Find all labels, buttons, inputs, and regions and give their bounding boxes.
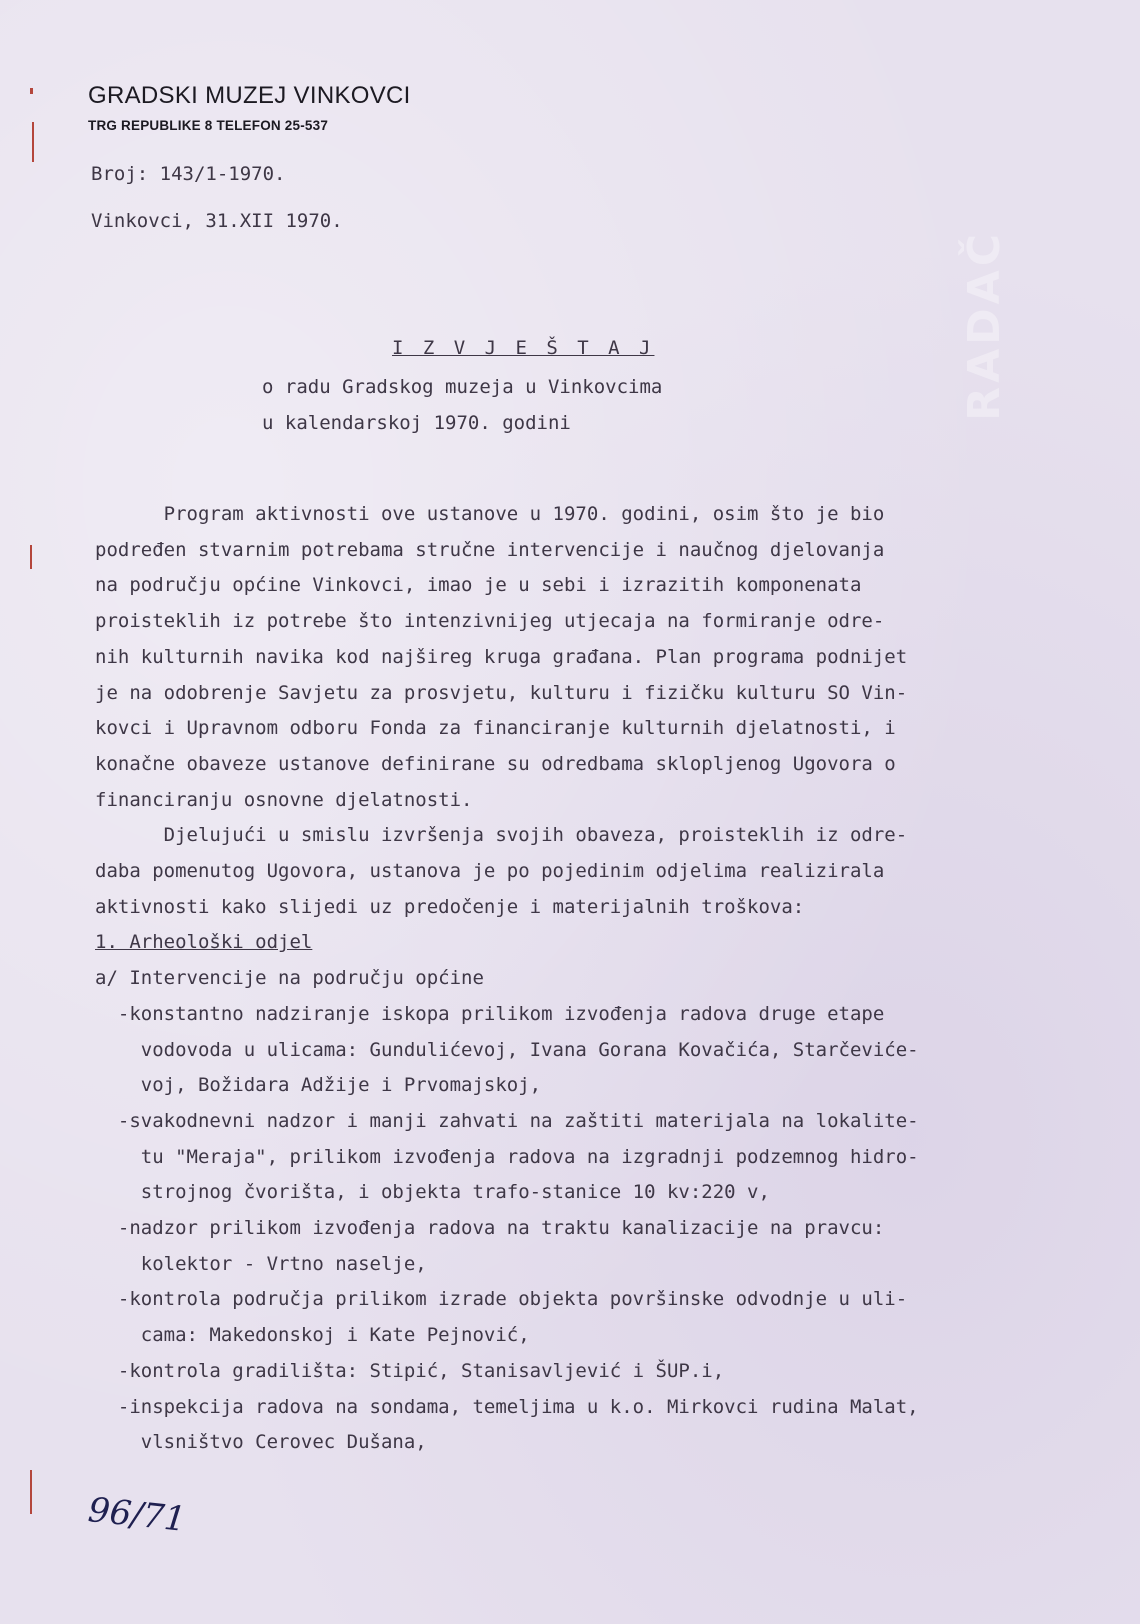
paragraph-line: aktivnosti kako slijedi uz predočenje i materijalnih troškova:: [95, 895, 805, 918]
list-item: vodovoda u ulicama: Gundulićevoj, Ivana Gorana Kovačića, Starčeviće-: [95, 1038, 919, 1061]
paragraph-line: podređen stvarnim potrebama stručne intervencije i naučnog djelovanja: [95, 538, 885, 561]
list-item: vlsništvo Cerovec Dušana,: [95, 1431, 427, 1454]
paragraph-line: Program aktivnosti ove ustanove u 1970. godini, osim što je bio: [95, 503, 885, 525]
handwritten-note: 96/71: [86, 1489, 188, 1541]
document-date: Vinkovci, 31.XII 1970.: [91, 210, 343, 232]
paragraph-line: na području općine Vinkovci, imao je u sebi i izrazitih komponenata: [95, 574, 862, 597]
list-item: tu "Meraja", prilikom izvođenja radova na izgradnji podzemnog hidro-: [95, 1145, 919, 1168]
list-item: strojnog čvorišta, i objekta trafo-stanice 10 kv:220 v,: [95, 1181, 770, 1204]
subtitle-line: o radu Gradskog muzeja u Vinkovcima: [262, 376, 663, 398]
paragraph-line: nih kulturnih navika kod najšireg kruga građana. Plan programa podnijet: [95, 645, 908, 668]
list-item: -kontrola gradilišta: Stipić, Stanisavljević i ŠUP.i,: [95, 1359, 725, 1382]
list-item: -kontrola područja prilikom izrade objekta površinske odvodnje u uli-: [95, 1288, 908, 1311]
margin-mark: [30, 545, 32, 569]
paragraph-line: proisteklih iz potrebe što intenzivnijeg utjecaja na formiranje odre-: [95, 610, 885, 633]
title-block: [262, 337, 662, 441]
museum-name: GRADSKI MUZEJ VINKOVCI: [88, 82, 411, 109]
list-item: kolektor - Vrtno naselje,: [95, 1252, 427, 1275]
document-subtitle: [262, 369, 662, 441]
section-heading: 1. Arheološki odjel: [95, 931, 313, 954]
list-item: cama: Makedonskoj i Kate Pejnović,: [95, 1324, 530, 1347]
letterhead: [88, 82, 411, 133]
paragraph-line: Djelujući u smislu izvršenja svojih obaveza, proisteklih iz odre-: [95, 824, 908, 847]
paragraph-line: financiranju osnovne djelatnosti.: [95, 788, 473, 811]
margin-mark: [30, 88, 33, 94]
margin-mark: [32, 122, 34, 162]
list-item: -svakodnevni nadzor i manji zahvati na zaštiti materijala na lokalite-: [95, 1109, 919, 1132]
subtitle-line: u kalendarskoj 1970. godini: [262, 412, 571, 434]
paragraph-line: je na odobrenje Savjetu za prosvjetu, kulturu i fizičku kulturu SO Vin-: [95, 681, 908, 704]
reference-number: Broj: 143/1-1970.: [91, 163, 286, 185]
subsection-heading: a/ Intervencije na području općine: [95, 967, 484, 990]
paragraph-line: kovci i Upravnom odboru Fonda za financiranje kulturnih djelatnosti, i: [95, 717, 896, 740]
paragraph-line: konačne obaveze ustanove definirane su odredbama sklopljenog Ugovora o: [95, 752, 896, 775]
list-item: -nadzor prilikom izvođenja radova na traktu kanalizacije na pravcu:: [95, 1217, 885, 1240]
list-item: -inspekcija radova na sondama, temeljima u k.o. Mirkovci rudina Malat,: [95, 1395, 919, 1418]
document-title: I Z V J E Š T A J: [392, 337, 655, 359]
report-body: [95, 497, 1105, 1461]
faded-stamp: RADAČ: [959, 230, 1010, 421]
list-item: voj, Božidara Adžije i Prvomajskoj,: [95, 1074, 542, 1097]
paragraph-line: daba pomenutog Ugovora, ustanova je po pojedinim odjelima realizirala: [95, 860, 885, 883]
margin-mark: [30, 1470, 32, 1514]
museum-address: TRG REPUBLIKE 8 TELEFON 25-537: [88, 118, 329, 133]
list-item: -konstantno nadziranje iskopa prilikom izvođenja radova druge etape: [95, 1002, 885, 1025]
